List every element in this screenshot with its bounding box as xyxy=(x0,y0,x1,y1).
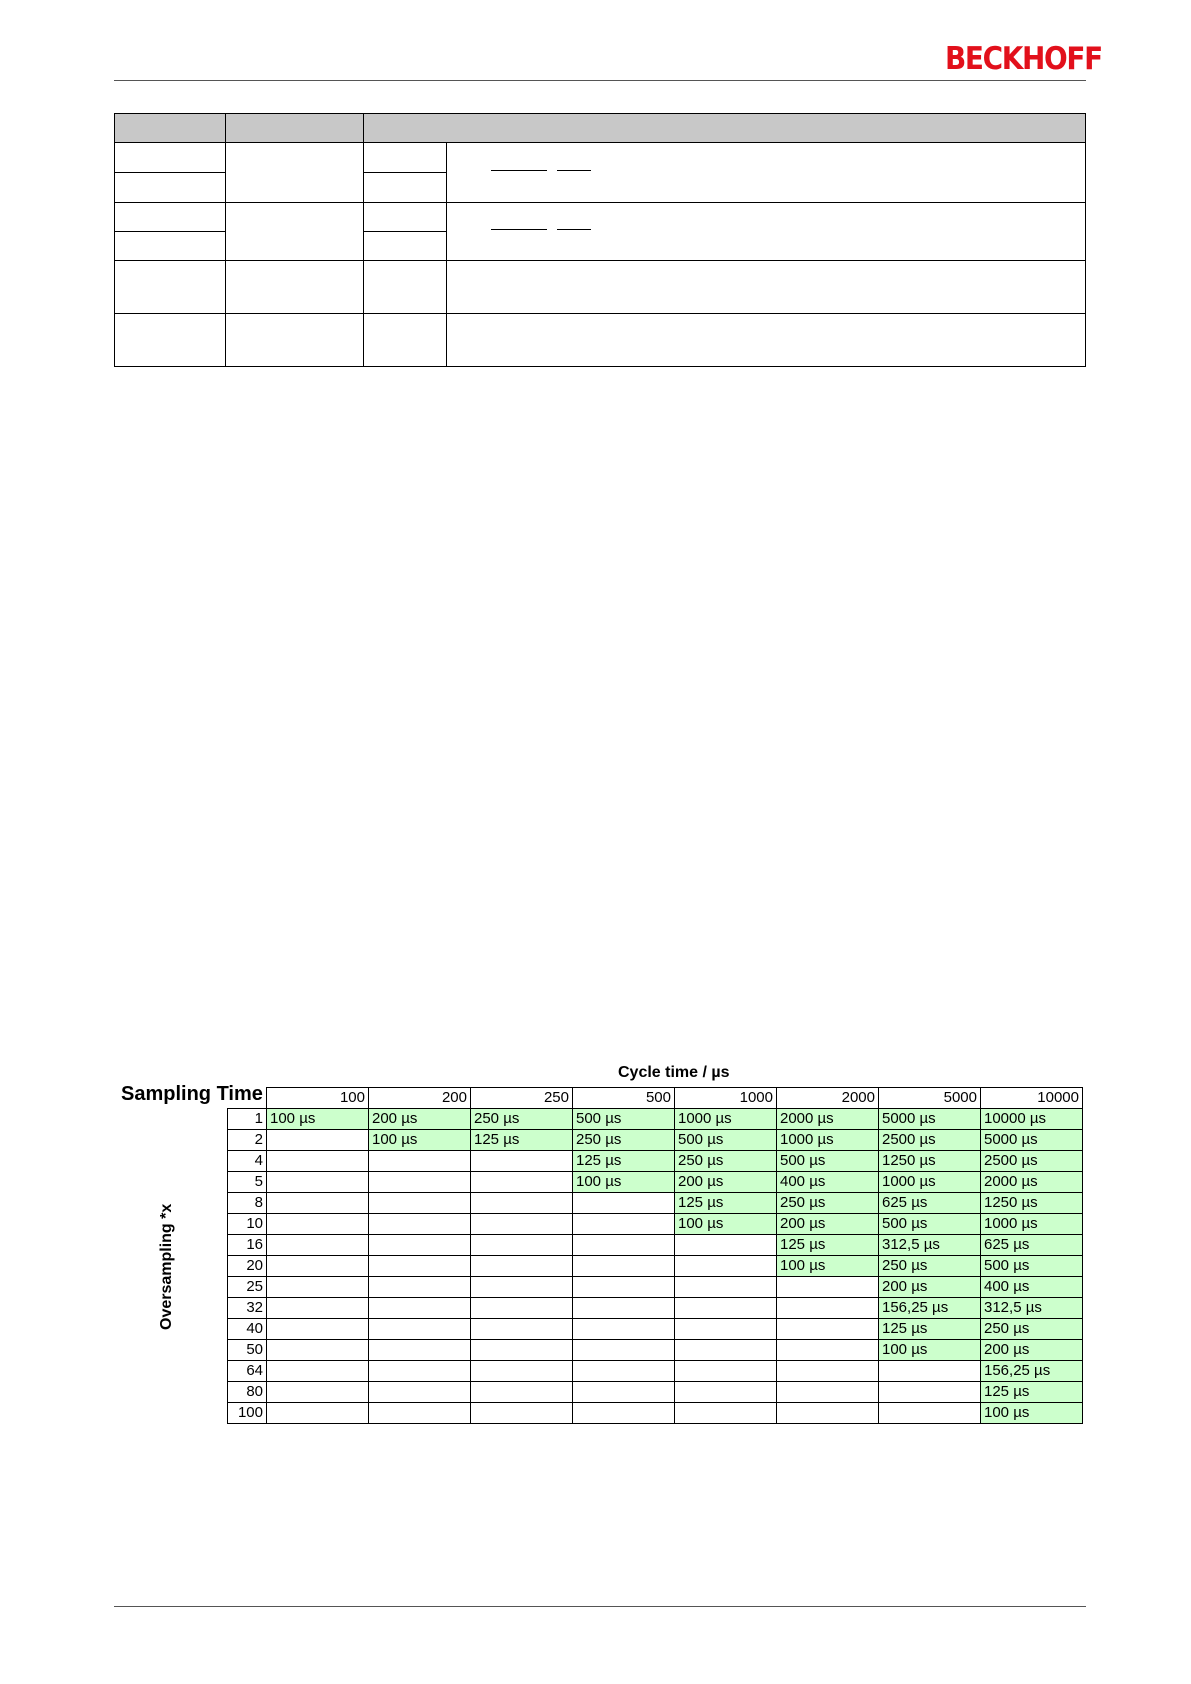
sampling-time-cell xyxy=(777,1403,879,1424)
oversampling-row xyxy=(228,1382,1083,1403)
cycle-time-header: 100 xyxy=(267,1088,369,1109)
sampling-time-cell: 100 µs xyxy=(369,1130,471,1151)
oversampling-factor: 8 xyxy=(228,1193,267,1214)
oversampling-row xyxy=(228,1277,1083,1298)
sampling-time-cell: 200 µs xyxy=(879,1277,981,1298)
sampling-time-cell xyxy=(471,1298,573,1319)
sampling-time-cell xyxy=(777,1298,879,1319)
sampling-time-cell xyxy=(267,1361,369,1382)
oversampling-row xyxy=(228,1361,1083,1382)
cycle-time-header-row xyxy=(228,1088,1083,1109)
sampling-time-cell: 1250 µs xyxy=(879,1151,981,1172)
sampling-time-cell xyxy=(267,1256,369,1277)
sampling-time-cell: 125 µs xyxy=(879,1319,981,1340)
sampling-time-cell: 312,5 µs xyxy=(981,1298,1083,1319)
table-corner xyxy=(228,1088,267,1109)
sampling-time-cell xyxy=(573,1193,675,1214)
oversampling-row xyxy=(228,1214,1083,1235)
cycle-time-header: 200 xyxy=(369,1088,471,1109)
sampling-time-cell xyxy=(573,1319,675,1340)
sampling-time-cell: 5000 µs xyxy=(981,1130,1083,1151)
oversampling-row xyxy=(228,1193,1083,1214)
sampling-time-cell xyxy=(777,1340,879,1361)
sampling-time-cell xyxy=(675,1256,777,1277)
sampling-time-cell: 1000 µs xyxy=(981,1214,1083,1235)
sampling-time-cell xyxy=(777,1277,879,1298)
sampling-time-cell: 250 µs xyxy=(777,1193,879,1214)
sampling-time-cell xyxy=(471,1361,573,1382)
oversampling-factor: 40 xyxy=(228,1319,267,1340)
sampling-time-cell: 250 µs xyxy=(981,1319,1083,1340)
sampling-time-cell xyxy=(267,1277,369,1298)
oversampling-factor: 16 xyxy=(228,1235,267,1256)
sampling-time-cell: 250 µs xyxy=(573,1130,675,1151)
sampling-time-cell: 400 µs xyxy=(777,1172,879,1193)
table-divider xyxy=(115,231,225,232)
sampling-time-cell xyxy=(879,1403,981,1424)
sampling-time-cell xyxy=(369,1340,471,1361)
sampling-time-cell: 200 µs xyxy=(777,1214,879,1235)
sampling-time-cell xyxy=(675,1235,777,1256)
sampling-time-cell: 156,25 µs xyxy=(981,1361,1083,1382)
sampling-time-cell xyxy=(369,1256,471,1277)
cycle-time-header: 250 xyxy=(471,1088,573,1109)
sampling-time-cell: 10000 µs xyxy=(981,1109,1083,1130)
sampling-time-cell xyxy=(777,1382,879,1403)
sampling-time-cell xyxy=(267,1403,369,1424)
sampling-time-cell xyxy=(369,1193,471,1214)
sampling-time-body xyxy=(228,1109,1083,1424)
sampling-time-cell xyxy=(675,1382,777,1403)
sampling-time-cell: 100 µs xyxy=(879,1340,981,1361)
oversampling-factor: 4 xyxy=(228,1151,267,1172)
sampling-time-cell: 2500 µs xyxy=(981,1151,1083,1172)
sampling-time-cell xyxy=(369,1298,471,1319)
cycle-time-header: 2000 xyxy=(777,1088,879,1109)
sampling-time-cell xyxy=(369,1277,471,1298)
sampling-time-cell xyxy=(369,1382,471,1403)
sampling-time-cell: 200 µs xyxy=(981,1340,1083,1361)
oversampling-factor: 100 xyxy=(228,1403,267,1424)
sampling-time-cell xyxy=(267,1235,369,1256)
oversampling-row xyxy=(228,1130,1083,1151)
sampling-time-cell xyxy=(471,1382,573,1403)
oversampling-factor: 10 xyxy=(228,1214,267,1235)
sampling-time-cell: 200 µs xyxy=(675,1172,777,1193)
oversampling-row xyxy=(228,1109,1083,1130)
oversampling-factor: 50 xyxy=(228,1340,267,1361)
header-rule xyxy=(114,80,1086,81)
sampling-time-cell: 125 µs xyxy=(573,1151,675,1172)
sampling-time-cell: 500 µs xyxy=(777,1151,879,1172)
cycle-time-header: 5000 xyxy=(879,1088,981,1109)
sampling-time-cell xyxy=(471,1319,573,1340)
sampling-time-cell xyxy=(369,1235,471,1256)
sampling-time-cell xyxy=(573,1256,675,1277)
sampling-time-cell: 125 µs xyxy=(675,1193,777,1214)
sampling-time-cell: 2500 µs xyxy=(879,1130,981,1151)
sampling-time-cell: 1000 µs xyxy=(879,1172,981,1193)
sampling-time-cell xyxy=(777,1361,879,1382)
sampling-time-cell: 156,25 µs xyxy=(879,1298,981,1319)
cycle-time-header: 10000 xyxy=(981,1088,1083,1109)
sampling-time-cell xyxy=(471,1172,573,1193)
table-divider xyxy=(115,202,1085,203)
sampling-time-cell xyxy=(471,1403,573,1424)
sampling-time-cell xyxy=(675,1340,777,1361)
sampling-time-cell: 100 µs xyxy=(573,1172,675,1193)
sampling-time-table xyxy=(227,1087,1083,1424)
fraction-bar xyxy=(557,170,591,171)
sampling-time-cell xyxy=(573,1403,675,1424)
oversampling-row xyxy=(228,1403,1083,1424)
sampling-time-cell xyxy=(471,1193,573,1214)
oversampling-factor: 64 xyxy=(228,1361,267,1382)
sampling-time-cell: 100 µs xyxy=(981,1403,1083,1424)
sampling-time-cell xyxy=(267,1340,369,1361)
sampling-time-cell xyxy=(267,1130,369,1151)
oversampling-row xyxy=(228,1172,1083,1193)
oversampling-factor: 25 xyxy=(228,1277,267,1298)
sampling-time-cell xyxy=(879,1361,981,1382)
cycle-time-header: 1000 xyxy=(675,1088,777,1109)
sampling-time-cell xyxy=(471,1340,573,1361)
table-divider xyxy=(363,231,446,232)
sampling-time-cell xyxy=(267,1193,369,1214)
fraction-bar xyxy=(491,229,547,230)
sampling-time-cell xyxy=(573,1340,675,1361)
sampling-time-cell: 1250 µs xyxy=(981,1193,1083,1214)
sampling-time-cell xyxy=(267,1151,369,1172)
oversampling-row xyxy=(228,1340,1083,1361)
sampling-time-cell: 500 µs xyxy=(879,1214,981,1235)
cycle-time-label: Cycle time / µs xyxy=(618,1064,730,1081)
sampling-time-cell: 1000 µs xyxy=(675,1109,777,1130)
table-divider xyxy=(446,143,447,366)
sampling-time-cell xyxy=(573,1298,675,1319)
sampling-time-cell xyxy=(573,1214,675,1235)
table-divider xyxy=(115,313,1085,314)
sampling-time-cell xyxy=(879,1382,981,1403)
sampling-time-cell xyxy=(471,1214,573,1235)
sampling-time-title: Sampling Time xyxy=(121,1083,263,1105)
oversampling-row xyxy=(228,1256,1083,1277)
table-divider xyxy=(363,114,364,366)
sampling-time-cell xyxy=(573,1277,675,1298)
oversampling-factor: 1 xyxy=(228,1109,267,1130)
sampling-time-cell xyxy=(675,1403,777,1424)
table-divider xyxy=(115,172,225,173)
sampling-time-cell xyxy=(675,1298,777,1319)
oversampling-factor: 20 xyxy=(228,1256,267,1277)
sampling-time-cell xyxy=(573,1361,675,1382)
sampling-time-cell xyxy=(675,1361,777,1382)
sampling-time-cell xyxy=(573,1382,675,1403)
oversampling-factor: 2 xyxy=(228,1130,267,1151)
parameter-table-header xyxy=(115,114,1085,143)
oversampling-row xyxy=(228,1151,1083,1172)
sampling-time-cell: 125 µs xyxy=(777,1235,879,1256)
sampling-time-cell xyxy=(471,1256,573,1277)
beckhoff-logo: BECKHOFF xyxy=(945,41,1102,77)
sampling-time-cell: 125 µs xyxy=(471,1130,573,1151)
sampling-time-cell: 500 µs xyxy=(573,1109,675,1130)
sampling-time-cell xyxy=(267,1214,369,1235)
fraction-bar xyxy=(491,170,547,171)
fraction-bar xyxy=(557,229,591,230)
oversampling-row xyxy=(228,1298,1083,1319)
sampling-time-cell: 250 µs xyxy=(471,1109,573,1130)
sampling-time-cell: 2000 µs xyxy=(981,1172,1083,1193)
sampling-time-cell xyxy=(369,1214,471,1235)
sampling-time-cell xyxy=(471,1235,573,1256)
sampling-time-cell: 100 µs xyxy=(675,1214,777,1235)
oversampling-label: Oversampling *x xyxy=(158,1203,175,1330)
sampling-time-cell xyxy=(675,1277,777,1298)
sampling-time-cell xyxy=(369,1319,471,1340)
sampling-time-cell: 250 µs xyxy=(675,1151,777,1172)
sampling-time-cell: 5000 µs xyxy=(879,1109,981,1130)
sampling-time-cell xyxy=(267,1319,369,1340)
sampling-time-cell xyxy=(369,1361,471,1382)
sampling-time-cell: 400 µs xyxy=(981,1277,1083,1298)
sampling-time-cell: 1000 µs xyxy=(777,1130,879,1151)
oversampling-row xyxy=(228,1319,1083,1340)
sampling-time-cell xyxy=(267,1382,369,1403)
table-divider xyxy=(115,260,1085,261)
sampling-time-cell xyxy=(369,1151,471,1172)
parameter-table xyxy=(114,113,1086,367)
footer-rule xyxy=(114,1606,1086,1607)
oversampling-row xyxy=(228,1235,1083,1256)
sampling-time-cell xyxy=(471,1151,573,1172)
cycle-time-header: 500 xyxy=(573,1088,675,1109)
sampling-time-cell: 200 µs xyxy=(369,1109,471,1130)
sampling-time-cell xyxy=(777,1319,879,1340)
sampling-time-cell xyxy=(267,1298,369,1319)
sampling-time-cell: 312,5 µs xyxy=(879,1235,981,1256)
sampling-time-cell: 100 µs xyxy=(777,1256,879,1277)
sampling-time-cell xyxy=(369,1172,471,1193)
sampling-time-cell xyxy=(675,1319,777,1340)
sampling-time-cell xyxy=(471,1277,573,1298)
sampling-time-cell: 625 µs xyxy=(879,1193,981,1214)
sampling-time-cell: 125 µs xyxy=(981,1382,1083,1403)
sampling-time-cell xyxy=(369,1403,471,1424)
sampling-time-cell: 2000 µs xyxy=(777,1109,879,1130)
table-divider xyxy=(225,114,226,366)
oversampling-factor: 5 xyxy=(228,1172,267,1193)
sampling-time-cell xyxy=(573,1235,675,1256)
sampling-time-cell: 500 µs xyxy=(981,1256,1083,1277)
oversampling-factor: 80 xyxy=(228,1382,267,1403)
table-divider xyxy=(363,172,446,173)
sampling-time-cell: 500 µs xyxy=(675,1130,777,1151)
oversampling-factor: 32 xyxy=(228,1298,267,1319)
sampling-time-cell: 250 µs xyxy=(879,1256,981,1277)
sampling-time-cell: 625 µs xyxy=(981,1235,1083,1256)
sampling-time-cell xyxy=(267,1172,369,1193)
sampling-time-cell: 100 µs xyxy=(267,1109,369,1130)
